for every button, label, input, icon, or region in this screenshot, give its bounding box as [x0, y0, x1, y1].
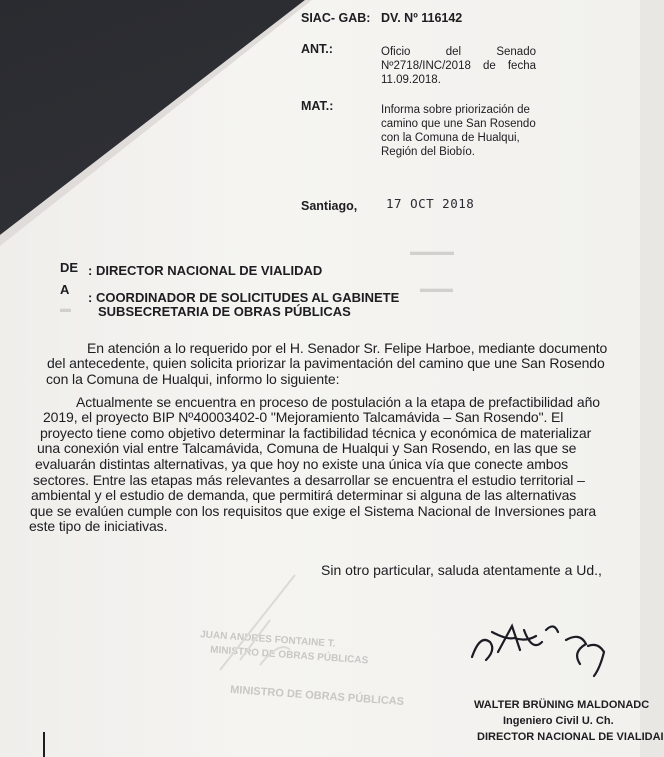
ant-line-2: Nº2718/INC/2018 de fecha [381, 60, 536, 72]
handwritten-signature [462, 612, 622, 682]
para2-line-1: Actualmente se encuentra en proceso de postulación a la etapa de prefactibilidad año [76, 394, 600, 410]
faded-mark-1: ▬▬▬▬ [410, 246, 454, 258]
para2-line-2: 2019, el proyecto BIP Nº40003402-0 "Mejoramiento Talcamávida – San Rosendo". El [43, 409, 564, 425]
closing-line: Sin otro particular, saluda atentamente a Ud., [321, 562, 602, 578]
faded-mark-3: ▬ [60, 303, 71, 315]
para2-line-8: que se evalúen cumple con los requisitos que exige el Sistema Nacional de Inversiones para [30, 503, 597, 519]
para2-line-3: proyecto tiene como objetivo determinar la factibilidad técnica y económica de materializar [40, 425, 592, 441]
mat-line-4: Región del Biobío. [381, 146, 475, 158]
a-value-1: : COORDINADOR DE SOLICITUDES AL GABINETE [88, 290, 400, 305]
para1-line-1: En atención a lo requerido por el H. Senador Sr. Felipe Harboe, mediante documento [87, 340, 608, 356]
mat-line-3: con la Comuna de Hualqui, [381, 132, 520, 144]
a-label: A [60, 282, 70, 297]
faded-mark-2: ▬▬▬ [420, 283, 453, 295]
para2-line-4: una conexión vial entre Talcamávida, Comuna de Hualqui y San Rosendo, en las que se [37, 440, 577, 456]
ant-line-1: Oficio del Senado [381, 46, 536, 58]
date-stamp: 17 OCT 2018 [386, 196, 475, 211]
mat-line-1: Informa sobre priorización de [381, 104, 530, 116]
mat-line-2: camino que une San Rosendo [381, 118, 536, 130]
faded-stamp-line-3: MINISTRO DE OBRAS PÚBLICAS [229, 683, 405, 709]
signer-position: DIRECTOR NACIONAL DE VIALIDAI [477, 731, 664, 743]
place-label: Santiago, [301, 199, 358, 213]
de-label: DE [60, 260, 79, 275]
para2-line-7: ambiental y el estudio de demanda, que permitirá determinar si alguna de las alternativas [31, 487, 577, 503]
mat-label: MAT.: [301, 99, 334, 113]
para2-line-9: este tipo de iniciativas. [29, 518, 168, 534]
edge-mark [43, 732, 45, 757]
de-value: : DIRECTOR NACIONAL DE VIALIDAD [88, 263, 323, 278]
para2-line-5: evaluarán distintas alternativas, ya que hoy no existe una única vía que conecte ambos [35, 456, 569, 472]
para1-line-2: del antecedente, quien solicita priorizar la pavimentación del camino que une San Rosendo [47, 355, 605, 371]
a-value-2: SUBSECRETARIA DE OBRAS PÚBLICAS [98, 304, 351, 319]
ref-value: DV. Nº 116142 [381, 11, 463, 25]
faded-stamp-line-1: JUAN ANDRES FONTAINE T. [199, 629, 336, 650]
ref-label: SIAC- GAB: [301, 11, 371, 25]
signer-name: WALTER BRÜNING MALDONADC [474, 699, 650, 711]
ant-label: ANT.: [301, 42, 333, 56]
faded-stamp-line-2: MINISTRO DE OBRAS PÚBLICAS [209, 644, 369, 667]
ant-line-3: 11.09.2018. [381, 74, 441, 86]
ghost-signature-strokes [200, 560, 320, 680]
para1-line-3: con la Comuna de Hualqui, informo lo siguiente: [46, 371, 340, 387]
para2-line-6: sectores. Entre las etapas más relevantes a desarrollar se encuentra el estudio territorial – [33, 472, 585, 488]
signer-title: Ingeniero Civil U. Ch. [503, 715, 614, 727]
